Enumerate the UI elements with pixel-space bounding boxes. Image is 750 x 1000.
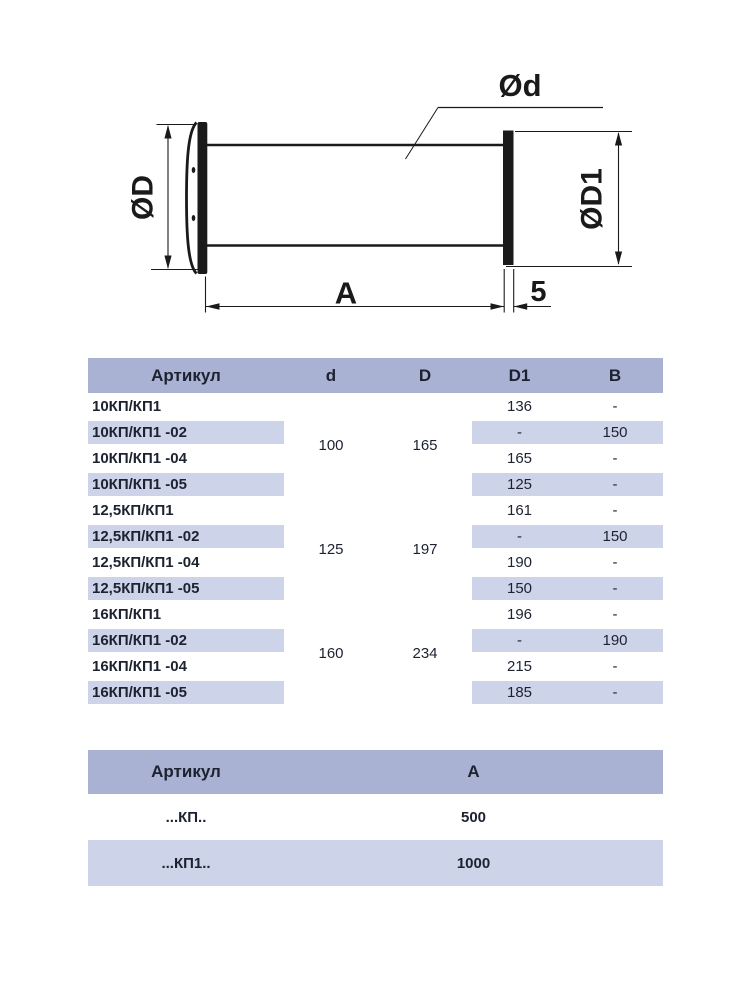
label-A: A [334,275,358,311]
table-row [88,497,663,523]
A-cell: 500 [460,808,487,826]
D-cell: 234 [412,644,438,662]
D1-cell: 165 [506,449,533,467]
d-cell: 100 [318,436,344,454]
d-cell: 125 [318,540,344,558]
B-cell: - [567,575,663,601]
B-cell: 150 [567,419,663,445]
B-cell: - [612,657,618,675]
A-cell: 1000 [284,840,663,886]
label-Od: Ød [498,68,542,103]
article-cell: 10КП/КП1 -04 [92,449,187,467]
B-cell: - [567,679,663,705]
length-table-header-row [88,750,663,794]
B-cell: 150 [567,523,663,549]
article-cell: 12,5КП/КП1 -02 [88,523,284,549]
header-article: Артикул [88,358,284,393]
article-cell: ...КП1.. [88,840,284,886]
length-table [88,750,663,886]
D-cell: 197 [412,540,438,558]
label-5: 5 [530,276,547,308]
table-row [88,601,663,627]
B-cell: 190 [567,627,663,653]
header-D1: D1 [472,358,567,393]
D1-cell: 190 [506,553,533,571]
label-OD1: ØD1 [575,168,609,230]
d-cell: 160 [318,644,344,662]
duct-valve-drawing [0,0,750,350]
D1-cell: 185 [472,679,567,705]
table-row [88,840,663,886]
dimension-OD1 [506,132,632,267]
B-cell: - [612,605,618,623]
D1-cell: - [472,523,567,549]
label-OD: ØD [126,175,160,220]
flange-face-profile [187,123,197,274]
mounting-plate [503,131,514,266]
article-cell: 12,5КП/КП1 -04 [92,553,200,571]
B-cell: - [567,471,663,497]
B-cell: - [612,449,618,467]
B-cell: - [612,501,618,519]
D1-cell: 150 [472,575,567,601]
table-row [88,794,663,840]
article-cell: ...КП.. [165,808,207,826]
D-cell: 165 [412,436,438,454]
B-cell: - [612,553,618,571]
B-cell: - [612,397,618,415]
article-cell: 16КП/КП1 -02 [88,627,284,653]
header-D: D [378,358,472,393]
dimensions-table [88,358,663,705]
flange-collar [198,122,208,274]
D1-cell: 125 [472,471,567,497]
D1-cell: 196 [506,605,533,623]
article-cell: 10КП/КП1 [92,397,162,415]
D1-cell: 136 [506,397,533,415]
flange-detail-dot [192,215,196,221]
article-cell: 16КП/КП1 [92,605,162,623]
dimension-A [206,269,514,313]
D1-cell: 161 [506,501,533,519]
article-cell: 12,5КП/КП1 [92,501,174,519]
D1-cell: - [472,627,567,653]
dimensions-table-header-row [88,358,663,393]
header-d: d [284,358,378,393]
header-A: А [284,750,663,794]
article-cell: 10КП/КП1 -02 [88,419,284,445]
table-row [88,393,663,419]
D1-cell: 215 [506,657,533,675]
header-B: B [567,358,663,393]
header-article: Артикул [88,750,284,794]
D1-cell: - [472,419,567,445]
article-cell: 16КП/КП1 -05 [88,679,284,705]
article-cell: 10КП/КП1 -05 [88,471,284,497]
flange-detail-dot [192,167,196,173]
article-cell: 16КП/КП1 -04 [92,657,187,675]
article-cell: 12,5КП/КП1 -05 [88,575,284,601]
